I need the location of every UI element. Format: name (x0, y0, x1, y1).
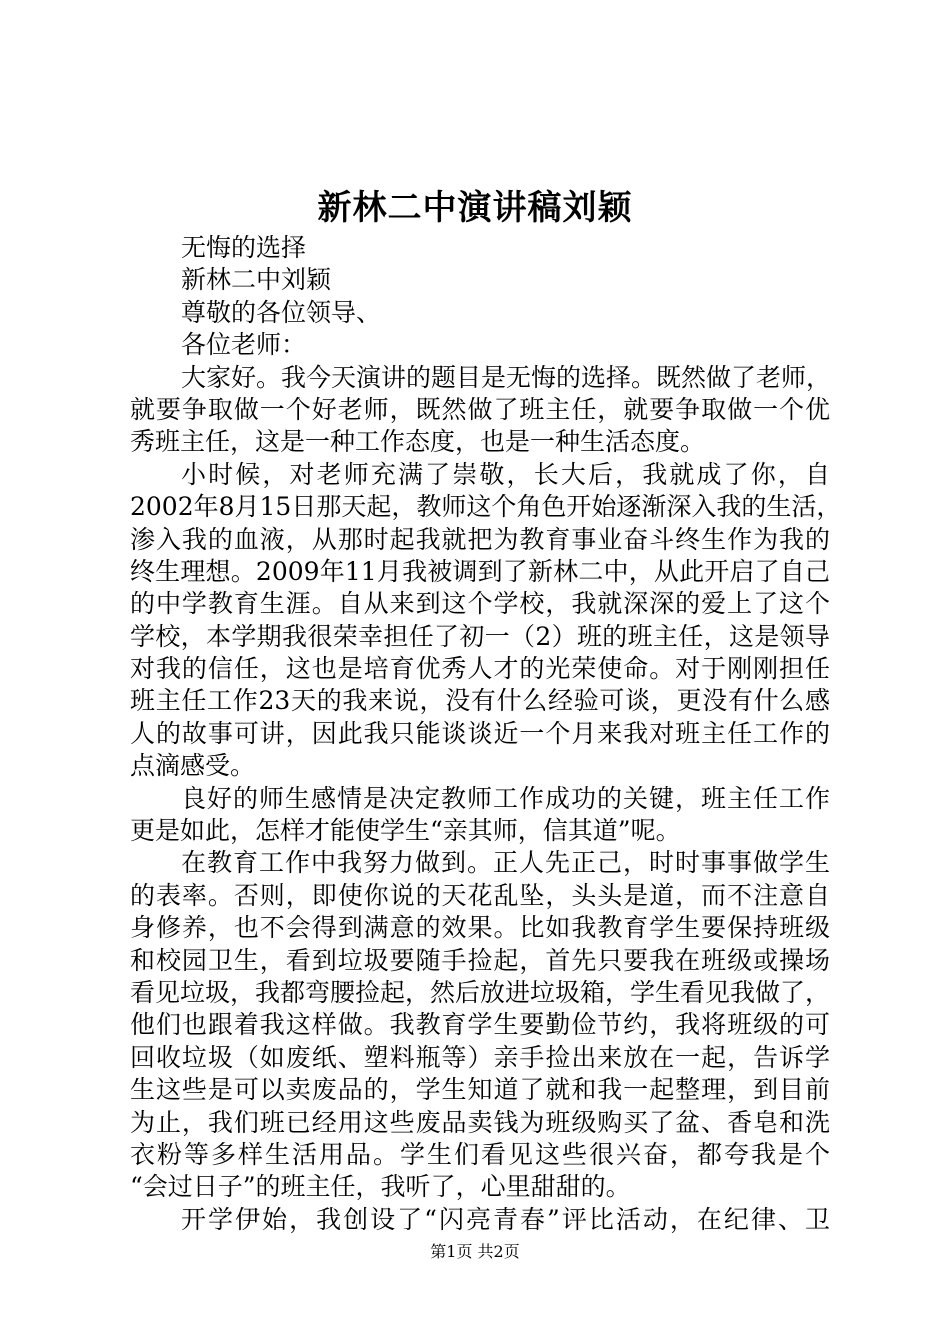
text-line: 各位老师： (181, 330, 307, 360)
text-line: “会过日子”的班主任，我听了，心里甜甜的。 (130, 1172, 631, 1202)
text-line: 渗入我的血液，从那时起我就把为教育事业奋斗终生作为我的 (130, 524, 830, 554)
text-line: 就要争取做一个好老师，既然做了班主任，就要争取做一个优 (130, 394, 830, 424)
text-line: 看见垃圾，我都弯腰捡起，然后放进垃圾箱，学生看见我做了， (130, 977, 831, 1007)
text-line: 2002年8月15日那天起，教师这个角色开始逐渐深入我的生活， (130, 492, 842, 522)
text-line: 学校，本学期我很荣幸担任了初一（2）班的班主任，这是领导 (130, 621, 830, 651)
text-line: 身修养，也不会得到满意的效果。比如我教育学生要保持班级 (130, 913, 830, 943)
text-line: 终生理想。2009年11月我被调到了新林二中，从此开启了自己 (130, 556, 830, 586)
text-line: 秀班主任，这是一种工作态度，也是一种生活态度。 (130, 427, 706, 457)
text-line: 衣粉等多样生活用品。学生们看见这些很兴奋，都夸我是个 (130, 1139, 830, 1169)
text-line: 的表率。否则，即使你说的天花乱坠，头头是道，而不注意自 (130, 880, 830, 910)
page-footer: 第1页 共2页 (430, 1242, 520, 1261)
text-line: 点滴感受。 (130, 751, 256, 781)
text-line: 新林二中刘颖 (181, 265, 332, 295)
text-line: 无悔的选择 (181, 233, 307, 262)
text-line: 更是如此，怎样才能使学生“亲其师，信其道”呢。 (130, 816, 681, 846)
text-line: 和校园卫生，看到垃圾要随手捡起，首先只要我在班级或操场 (130, 945, 830, 975)
text-line: 回收垃圾（如废纸、塑料瓶等）亲手捡出来放在一起，告诉学 (130, 1042, 830, 1072)
text-line: 良好的师生感情是决定教师工作成功的关键，班主任工作 (181, 783, 830, 813)
text-line: 大家好。我今天演讲的题目是无悔的选择。既然做了老师， (181, 362, 832, 392)
text-line: 人的故事可讲，因此我只能谈谈近一个月来我对班主任工作的 (130, 718, 830, 748)
text-line: 开学伊始，我创设了“闪亮青春”评比活动，在纪律、卫 (181, 1204, 830, 1234)
text-line: 对我的信任，这也是培育优秀人才的光荣使命。对于刚刚担任 (130, 654, 830, 684)
text-line: 小时候，对老师充满了崇敬，长大后，我就成了你，自 (181, 459, 830, 489)
text-line: 的中学教育生涯。自从来到这个学校，我就深深的爱上了这个 (130, 589, 830, 619)
document-body (130, 232, 842, 1236)
text-line: 尊敬的各位领导、 (181, 297, 382, 327)
text-line: 在教育工作中我努力做到。正人先正己，时时事事做学生 (181, 848, 830, 878)
text-line: 为止，我们班已经用这些废品卖钱为班级购买了盆、香皂和洗 (130, 1107, 830, 1137)
text-line: 生这些是可以卖废品的，学生知道了就和我一起整理，到目前 (130, 1075, 830, 1105)
text-line: 他们也跟着我这样做。我教育学生要勤俭节约，我将班级的可 (130, 1010, 830, 1040)
document-title: 新林二中演讲稿刘颖 (317, 188, 633, 228)
text-line: 班主任工作23天的我来说，没有什么经验可谈，更没有什么感 (130, 686, 830, 716)
